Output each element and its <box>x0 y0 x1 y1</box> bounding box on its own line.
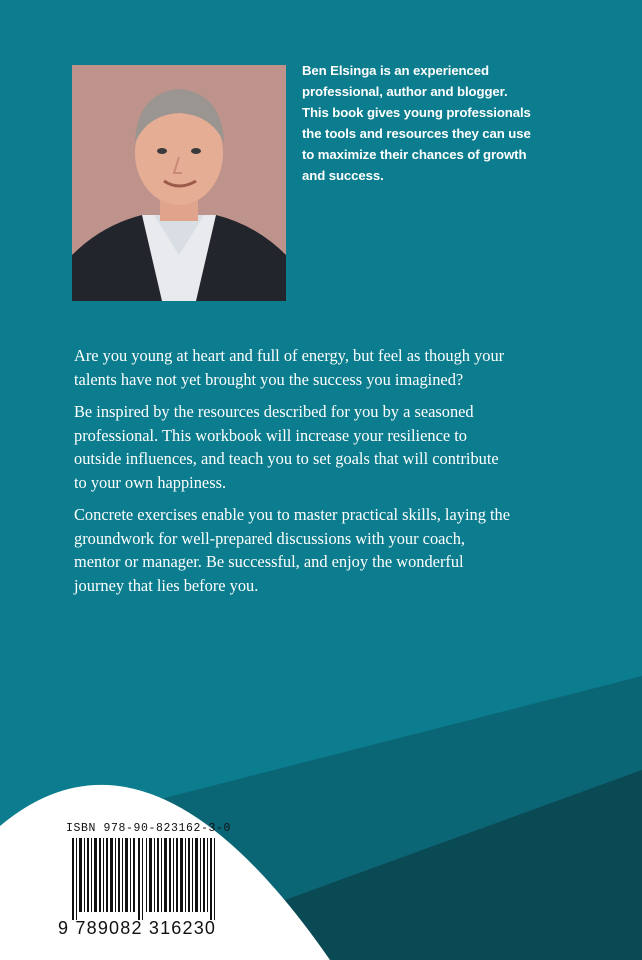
blurb-paragraph: Concrete exercises enable you to master practical skills, laying the groundwork for well-prepared discussions with your coach, mentor or manager. Be successful, and enjoy the wonderful journey that lies before you. <box>74 505 511 595</box>
barcode-digits: 9 789082 316230 <box>58 918 217 938</box>
author-photo <box>72 65 286 301</box>
blurb-paragraph: Be inspired by the resources described for you by a seasoned professional. This workbook will increase your resilience to outside influences, and teach you to set goals that will contribute to your own happiness. <box>74 402 499 492</box>
barcode-bars <box>72 838 222 920</box>
author-bio: Ben Elsinga is an experienced professional, author and blogger. This book gives young professionals the tools and resources they can use to maximize their chances of growth and success. <box>302 63 531 183</box>
isbn-barcode <box>58 818 232 958</box>
isbn-label: ISBN 978-90-823162-3-0 <box>66 822 232 835</box>
blurb-paragraph: Are you young at heart and full of energy, but feel as though your talents have not yet brought you the success you imagined? <box>74 346 505 389</box>
book-blurb <box>74 344 514 606</box>
